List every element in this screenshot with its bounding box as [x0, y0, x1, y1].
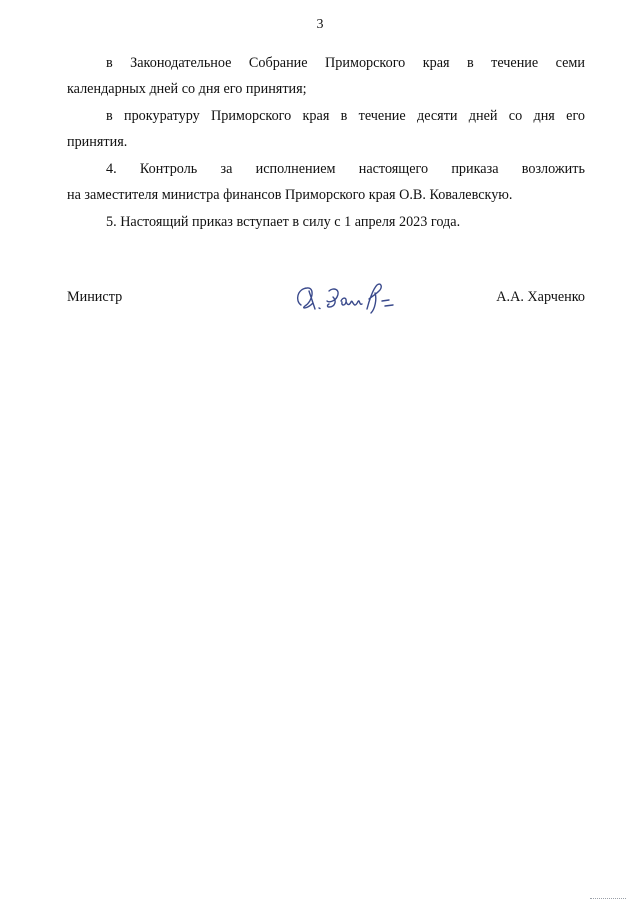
paragraph-1-line-1 [106, 54, 585, 72]
word: за [220, 161, 233, 177]
word: Собрание [248, 55, 308, 71]
word: со [508, 108, 523, 124]
signatory-role: Министр [67, 289, 123, 305]
signature-block [67, 289, 585, 329]
word: дня [533, 108, 555, 124]
word: Приморского [211, 108, 292, 124]
paragraph-2-line-1 [106, 107, 585, 125]
word: 4. [106, 161, 117, 177]
word: в [106, 55, 113, 71]
word: дней [468, 108, 498, 124]
handwritten-signature [289, 279, 399, 319]
word: края [422, 55, 450, 71]
page-number: 3 [316, 17, 324, 32]
word: его [566, 108, 585, 124]
paragraph-4-line-1: 5. Настоящий приказ вступает в силу с 1 апреля 2023 года. [106, 214, 461, 230]
paragraph-1-line-2: календарных дней со дня его принятия; [67, 81, 307, 97]
word: настоящего [358, 161, 429, 177]
word: в [466, 55, 474, 71]
scan-corner-mark [590, 898, 626, 901]
signatory-name: А.А. Харченко [496, 289, 585, 305]
word: десяти [417, 108, 458, 124]
word: Приморского [325, 55, 406, 71]
word: приказа [451, 161, 499, 177]
word: Законодательное [130, 55, 232, 71]
word: в [340, 108, 348, 124]
word: течение [358, 108, 406, 124]
word: Контроль [139, 161, 198, 177]
paragraph-2-line-2: принятия. [67, 134, 128, 150]
word: возложить [521, 161, 585, 177]
word: в [106, 108, 113, 124]
word: прокуратуру [124, 108, 200, 124]
word: семи [555, 55, 585, 71]
word: исполнением [255, 161, 336, 177]
word: течение [491, 55, 539, 71]
word: края [302, 108, 330, 124]
paragraph-3-line-1 [106, 160, 585, 178]
paragraph-3-line-2: на заместителя министра финансов Приморского края О.В. Ковалевскую. [67, 187, 513, 203]
